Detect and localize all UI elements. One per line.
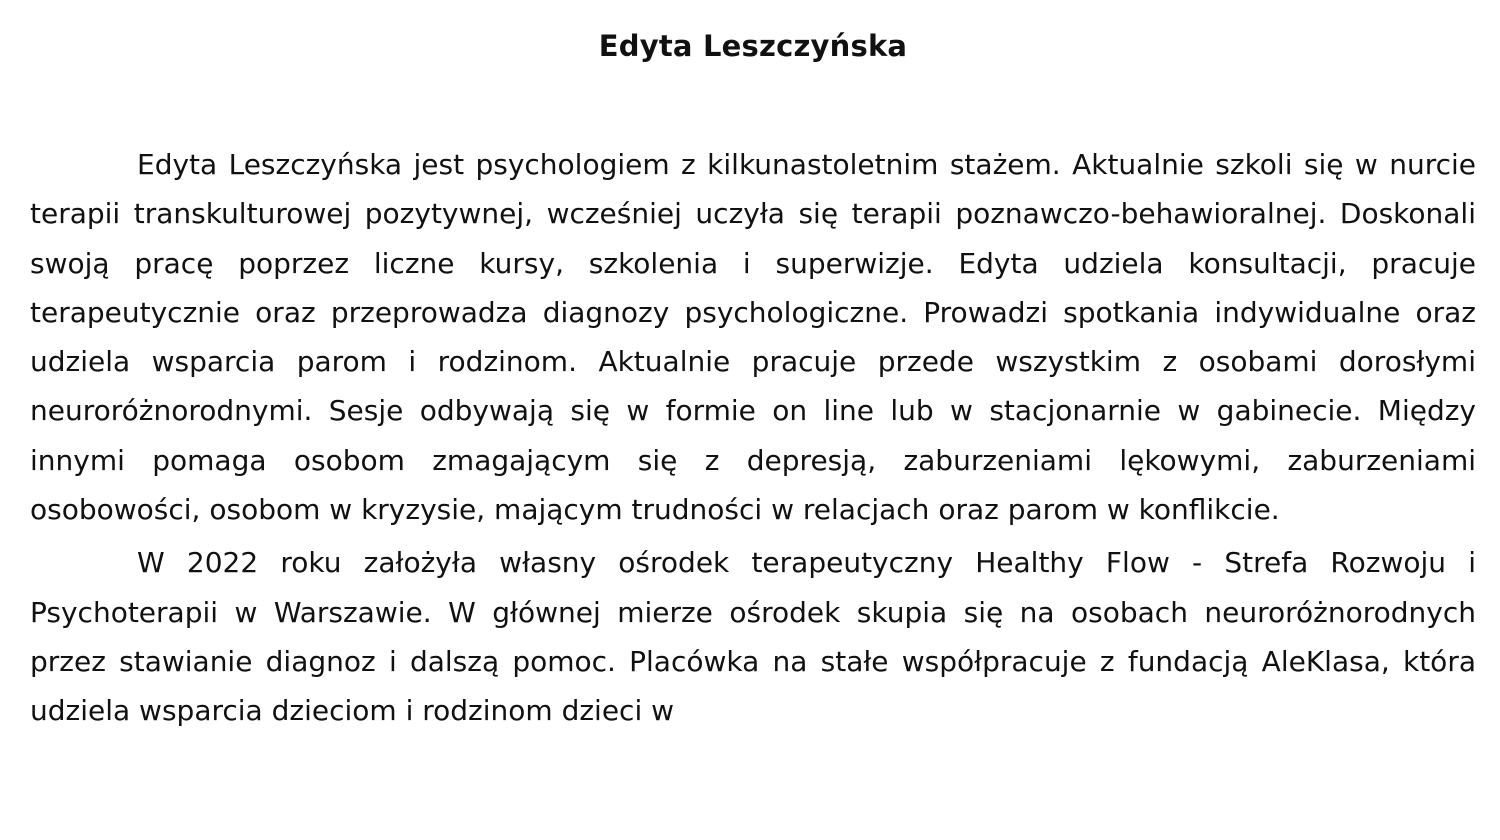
paragraph-1: Edyta Leszczyńska jest psychologiem z kilkunastoletnim stażem. Aktualnie szkoli się w nurcie terapii transkulturowej pozytywnej, wcześniej uczyła się terapii poznawczo-behawioralnej. Doskonali swoją pracę poprzez liczne kursy, szkolenia i superwizje. Edyta udziela konsultacji, pracuje terapeutycznie oraz przeprowadza diagnozy psychologiczne. Prowadzi spotkania indywidualne oraz udziela wsparcia parom i rodzinom. Aktualnie pracuje przede wszystkim z osobami dorosłymi neuroróżnorodnymi. Sesje odbywają się w formie on line lub w stacjonarnie w gabinecie. Między innymi pomaga osobom zmagającym się z depresją, zaburzeniami lękowymi, zaburzeniami osobowości, osobom w kryzysie, mającym trudności w relacjach oraz parom w konflikcie. (30, 148, 1476, 527)
paragraph-2: W 2022 roku założyła własny ośrodek terapeutyczny Healthy Flow - Strefa Rozwoju i Psychoterapii w Warszawie. W głównej mierze ośrodek skupia się na osobach neuroróżnorodnych przez stawianie diagnoz i dalszą pomoc. Placówka na stałe współpracuje z fundacją AleKlasa, która udziela wsparcia dzieciom i rodzinom dzieci w (30, 546, 1476, 728)
document-title: Edyta Leszczyńska (598, 29, 908, 63)
